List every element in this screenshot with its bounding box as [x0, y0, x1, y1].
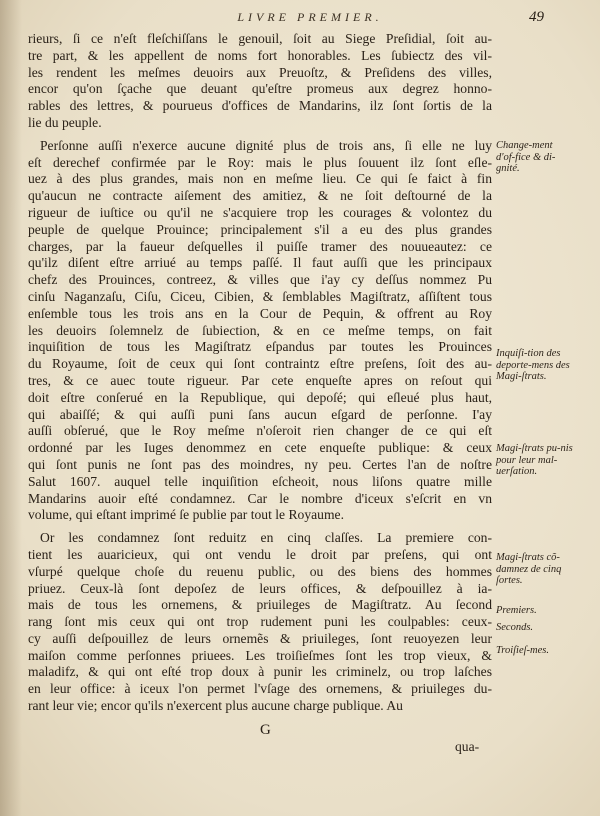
text-line: chefz des Prouinces, contreez, & villes que i'ay cy deſſus nommez Pu [28, 272, 492, 288]
margin-note: Change-ment d'of-fice & di-gnité. [496, 140, 556, 174]
text-line: en leur office: à iceux l'on permet l'vſage des ornemens, & priuileges du- [28, 681, 492, 697]
text-line: du Royaume, ſoit de ceux qui ſont contraintz eſtre preſens, ſoit des au- [28, 356, 492, 372]
text-line: mais de tous les ornemens, & priuileges de Magiſtratz. Au ſecond [28, 597, 492, 613]
text-line: volume, qui eſtant imprimé ſe publie par tout le Royaume. [28, 507, 344, 523]
text-line: Mandarins auoir eſté condamnez. Car le nombre d'iceux s'eſcrit en vn [28, 490, 492, 506]
text-line: inquiſition de tous les Magiſtratz eſpandus par toutes les Prouinces [28, 339, 492, 355]
text-line: uez à des plus grandes, mais non en meſme lieu. Ce qui ſe faict à fin [28, 171, 492, 187]
text-line: rant leur vie; encor qu'ils n'exercent plus aucune charge publique. Au [28, 698, 403, 714]
text-line: rigueur de iuſtice ou qu'il ne s'acquiere trop les courages & volontez du [28, 204, 492, 220]
margin-note: Inquiſi-tion des deporte-mens des Magi-ſtrats. [496, 348, 570, 382]
catchword: qua- [455, 739, 480, 754]
text-line: ordonné par les Iuges denommez en cete enqueſte publique: & ceux [28, 440, 492, 456]
signature-mark: G [260, 722, 271, 738]
text-line: tre part, & les appellent de noms fort honorables. Les ſubiectz des vil- [28, 47, 492, 63]
text-line: auſſi obſerué, que le Roy meſme n'oſeroit rien changer de ce qui eſt [28, 423, 492, 439]
text-line: qu'ilz diſent eſtre arriué au temps paſſé. Il faut auſſi que les principaux [28, 255, 492, 271]
gutter-shadow [0, 0, 22, 816]
margin-note: Premiers. [496, 605, 537, 616]
text-line: qui ſont punis ne ſont pas des moindres, ny peu. Certes l'an de noſtre [28, 456, 492, 472]
text-line: qui abaiſſé; & qui auſſi puni ſans aucun eſgard de perſonne. I'ay [28, 406, 492, 422]
text-line: maladifz, & qui ont eſté trop doux à punir les criminelz, ou trop laſches [28, 664, 492, 680]
margin-note: Magi-ſtrats cõ-damnez de cinq ſortes. [496, 552, 562, 586]
page-number: 49 [529, 9, 544, 25]
text-line: Salut 1607. auquel telle inquiſition eſcheoit, nous liſons quatre mille [28, 473, 492, 489]
paragraph [28, 31, 492, 132]
running-head: LIVRE PREMIER. [237, 10, 383, 24]
text-line: tient les auaricieux, qui ont vendu le droit par preſens, qui ont [28, 546, 492, 562]
text-line: charges, par la faueur deſquelles il puiſſe tramer des nouueautez: ce [28, 238, 492, 254]
text-line: Or les condamnez ſont reduitz en cinq claſſes. La premiere con- [40, 530, 492, 546]
text-line: rieurs, ſi ce n'eſt fleſchiſſans le genouil, ſoit au Siege Preſidial, ſoit au- [28, 31, 492, 46]
text-line: rables des lettres, & pourueus d'offices de Mandarins, ilz ſont ſortis de la [28, 98, 492, 114]
paragraph [28, 138, 492, 524]
paragraph [28, 530, 492, 715]
text-line: eſt derechef confirmée par le Roy: mais le plus ſouuent ilz ſont eſle- [28, 154, 492, 170]
text-line: les deuoirs ſolemnelz de ſubiection, & en ce meſme temps, on fait [28, 322, 492, 338]
text-line: maiſon comme perſonnes priuees. Les troiſieſmes ſont les trop vieux, & [28, 647, 492, 663]
text-line: doit eſtre conſerué en la Republique, qui depoſé; qui eſleué plus haut, [28, 389, 492, 405]
main-text [28, 31, 492, 715]
text-line: cinſu Naganzaſu, Ciſu, Ciceu, Cibien, & ſemblables Magiſtratz, aſſiſtent tous [28, 288, 492, 304]
text-line: vſurpé quelque choſe du reuenu public, ou des biens des hommes [28, 563, 492, 579]
text-line: Perſonne auſſi n'exerce aucune dignité plus de trois ans, ſi elle ne luy [40, 137, 492, 153]
text-line: encor qu'on ſçache que deuant qu'eſtre promeus aux degrez honno- [28, 81, 492, 97]
margin-note: Magi-ſtrats pu-nis pour leur mal-uerſation. [496, 443, 573, 477]
text-line: cy auſſi deſpouillez de leurs ornemẽs & priuileges, ſont reuoyezen leur [28, 630, 492, 646]
text-line: peuple de quelque Prouince; principalement s'il a eu des plus grandes [28, 221, 492, 237]
text-line: rang ſont mis ceux qui ont trop rudement puni les coulpables: ceux- [28, 614, 492, 630]
text-line: tres, & ce auec toute rigueur. Par cete enqueſte apres on reſout qui [28, 372, 492, 388]
text-line: les rendent les meſmes deuoirs aux Preuoſtz, & Preſidens des villes, [28, 64, 492, 80]
margin-note: Seconds. [496, 622, 534, 633]
margin-note: Troiſieſ-mes. [496, 645, 549, 656]
text-line: enſemble tous les trois ans en la Cour de Pequin, & offrent au Roy [28, 305, 492, 321]
text-line: qu'aucun ne contracte aiſement des amitiez, & ne ſoit deſtourné de la [28, 188, 492, 204]
text-line: lie du peuple. [28, 114, 102, 130]
text-line: priuez. Ceux-là ſont depoſez de leurs offices, & deſpouillez à ia- [28, 580, 492, 596]
